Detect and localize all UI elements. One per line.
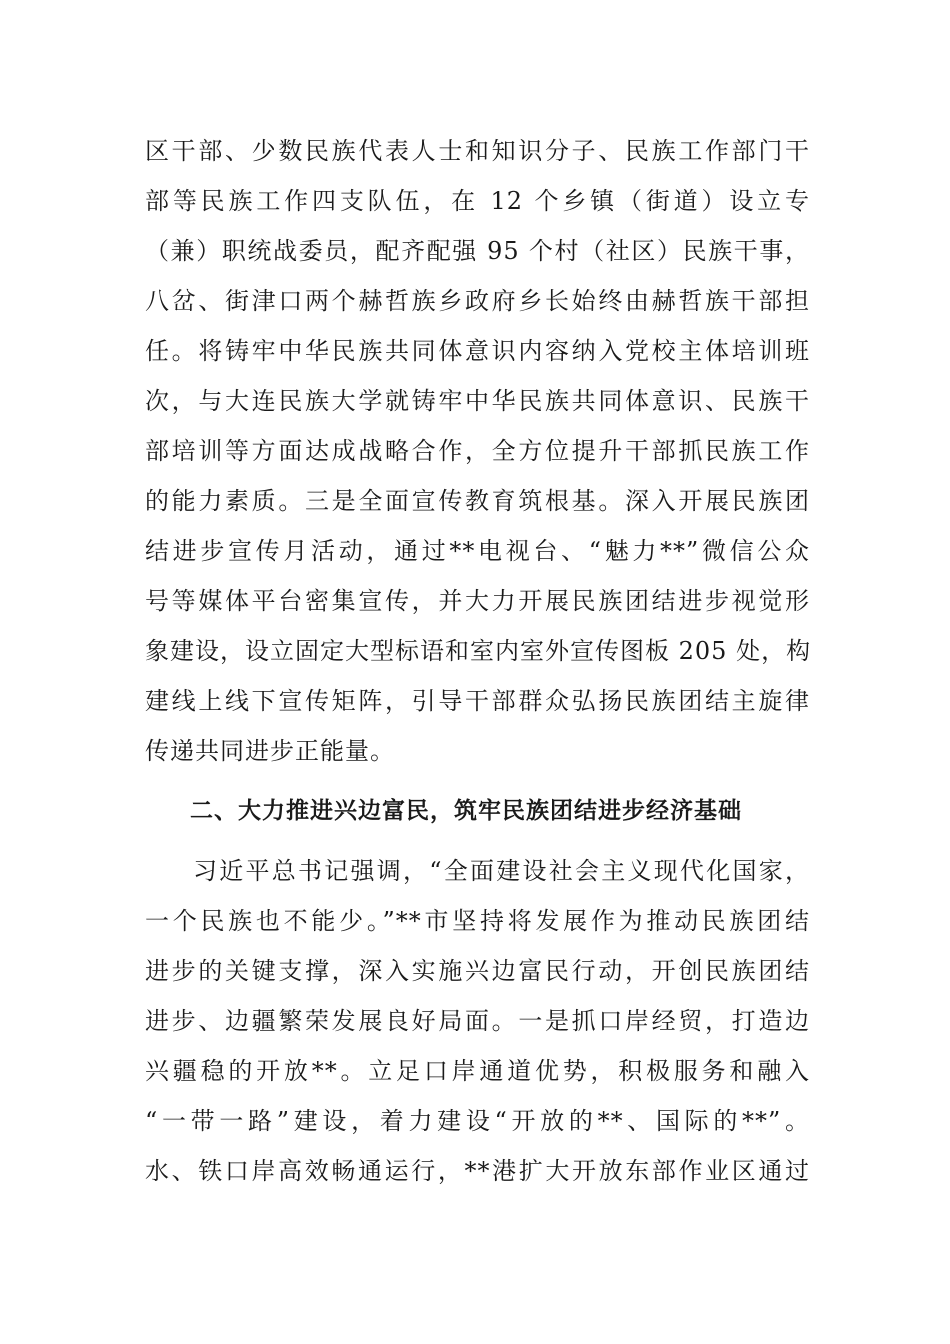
body-text-line: 次，与大连民族大学就铸牢中华民族共同体意识、民族干 xyxy=(145,387,810,415)
body-text-line: 任。将铸牢中华民族共同体意识内容纳入党校主体培训班 xyxy=(145,337,810,365)
body-text-line: 水、铁口岸高效畅通运行，**港扩大开放东部作业区通过 xyxy=(145,1157,810,1185)
body-text-line: 象建设，设立固定大型标语和室内室外宣传图板 205 处，构 xyxy=(145,637,812,665)
body-text-line: 八岔、街津口两个赫哲族乡政府乡长始终由赫哲族干部担 xyxy=(145,287,810,315)
body-text-line: “一带一路”建设，着力建设“开放的**、国际的**”。 xyxy=(145,1107,810,1135)
body-text-line: 结进步宣传月活动，通过**电视台、“魅力**”微信公众 xyxy=(145,537,810,565)
body-text-line: 的能力素质。三是全面宣传教育筑根基。深入开展民族团 xyxy=(145,487,810,515)
body-text-line: 一个民族也不能少。”**市坚持将发展作为推动民族团结 xyxy=(145,907,810,935)
body-text-line: 部培训等方面达成战略合作，全方位提升干部抓民族工作 xyxy=(145,437,810,465)
section-heading: 二、大力推进兴边富民，筑牢民族团结进步经济基础 xyxy=(190,798,742,824)
body-text-line: 建线上线下宣传矩阵，引导干部群众弘扬民族团结主旋律 xyxy=(145,687,810,715)
body-text-line: 部等民族工作四支队伍，在 12 个乡镇（街道）设立专 xyxy=(145,187,810,215)
body-text-line: （兼）职统战委员，配齐配强 95 个村（社区）民族干事， xyxy=(145,237,810,265)
body-text-line: 传递共同进步正能量。 xyxy=(145,737,395,765)
body-text-line: 兴疆稳的开放**。立足口岸通道优势，积极服务和融入 xyxy=(145,1057,810,1085)
body-text-line: 习近平总书记强调，“全面建设社会主义现代化国家， xyxy=(193,857,810,885)
body-text-line: 号等媒体平台密集宣传，并大力开展民族团结进步视觉形 xyxy=(145,587,810,615)
body-text-line: 进步、边疆繁荣发展良好局面。一是抓口岸经贸，打造边 xyxy=(145,1007,810,1035)
body-text-line: 区干部、少数民族代表人士和知识分子、民族工作部门干 xyxy=(145,137,810,165)
body-text-line: 进步的关键支撑，深入实施兴边富民行动，开创民族团结 xyxy=(145,957,810,985)
